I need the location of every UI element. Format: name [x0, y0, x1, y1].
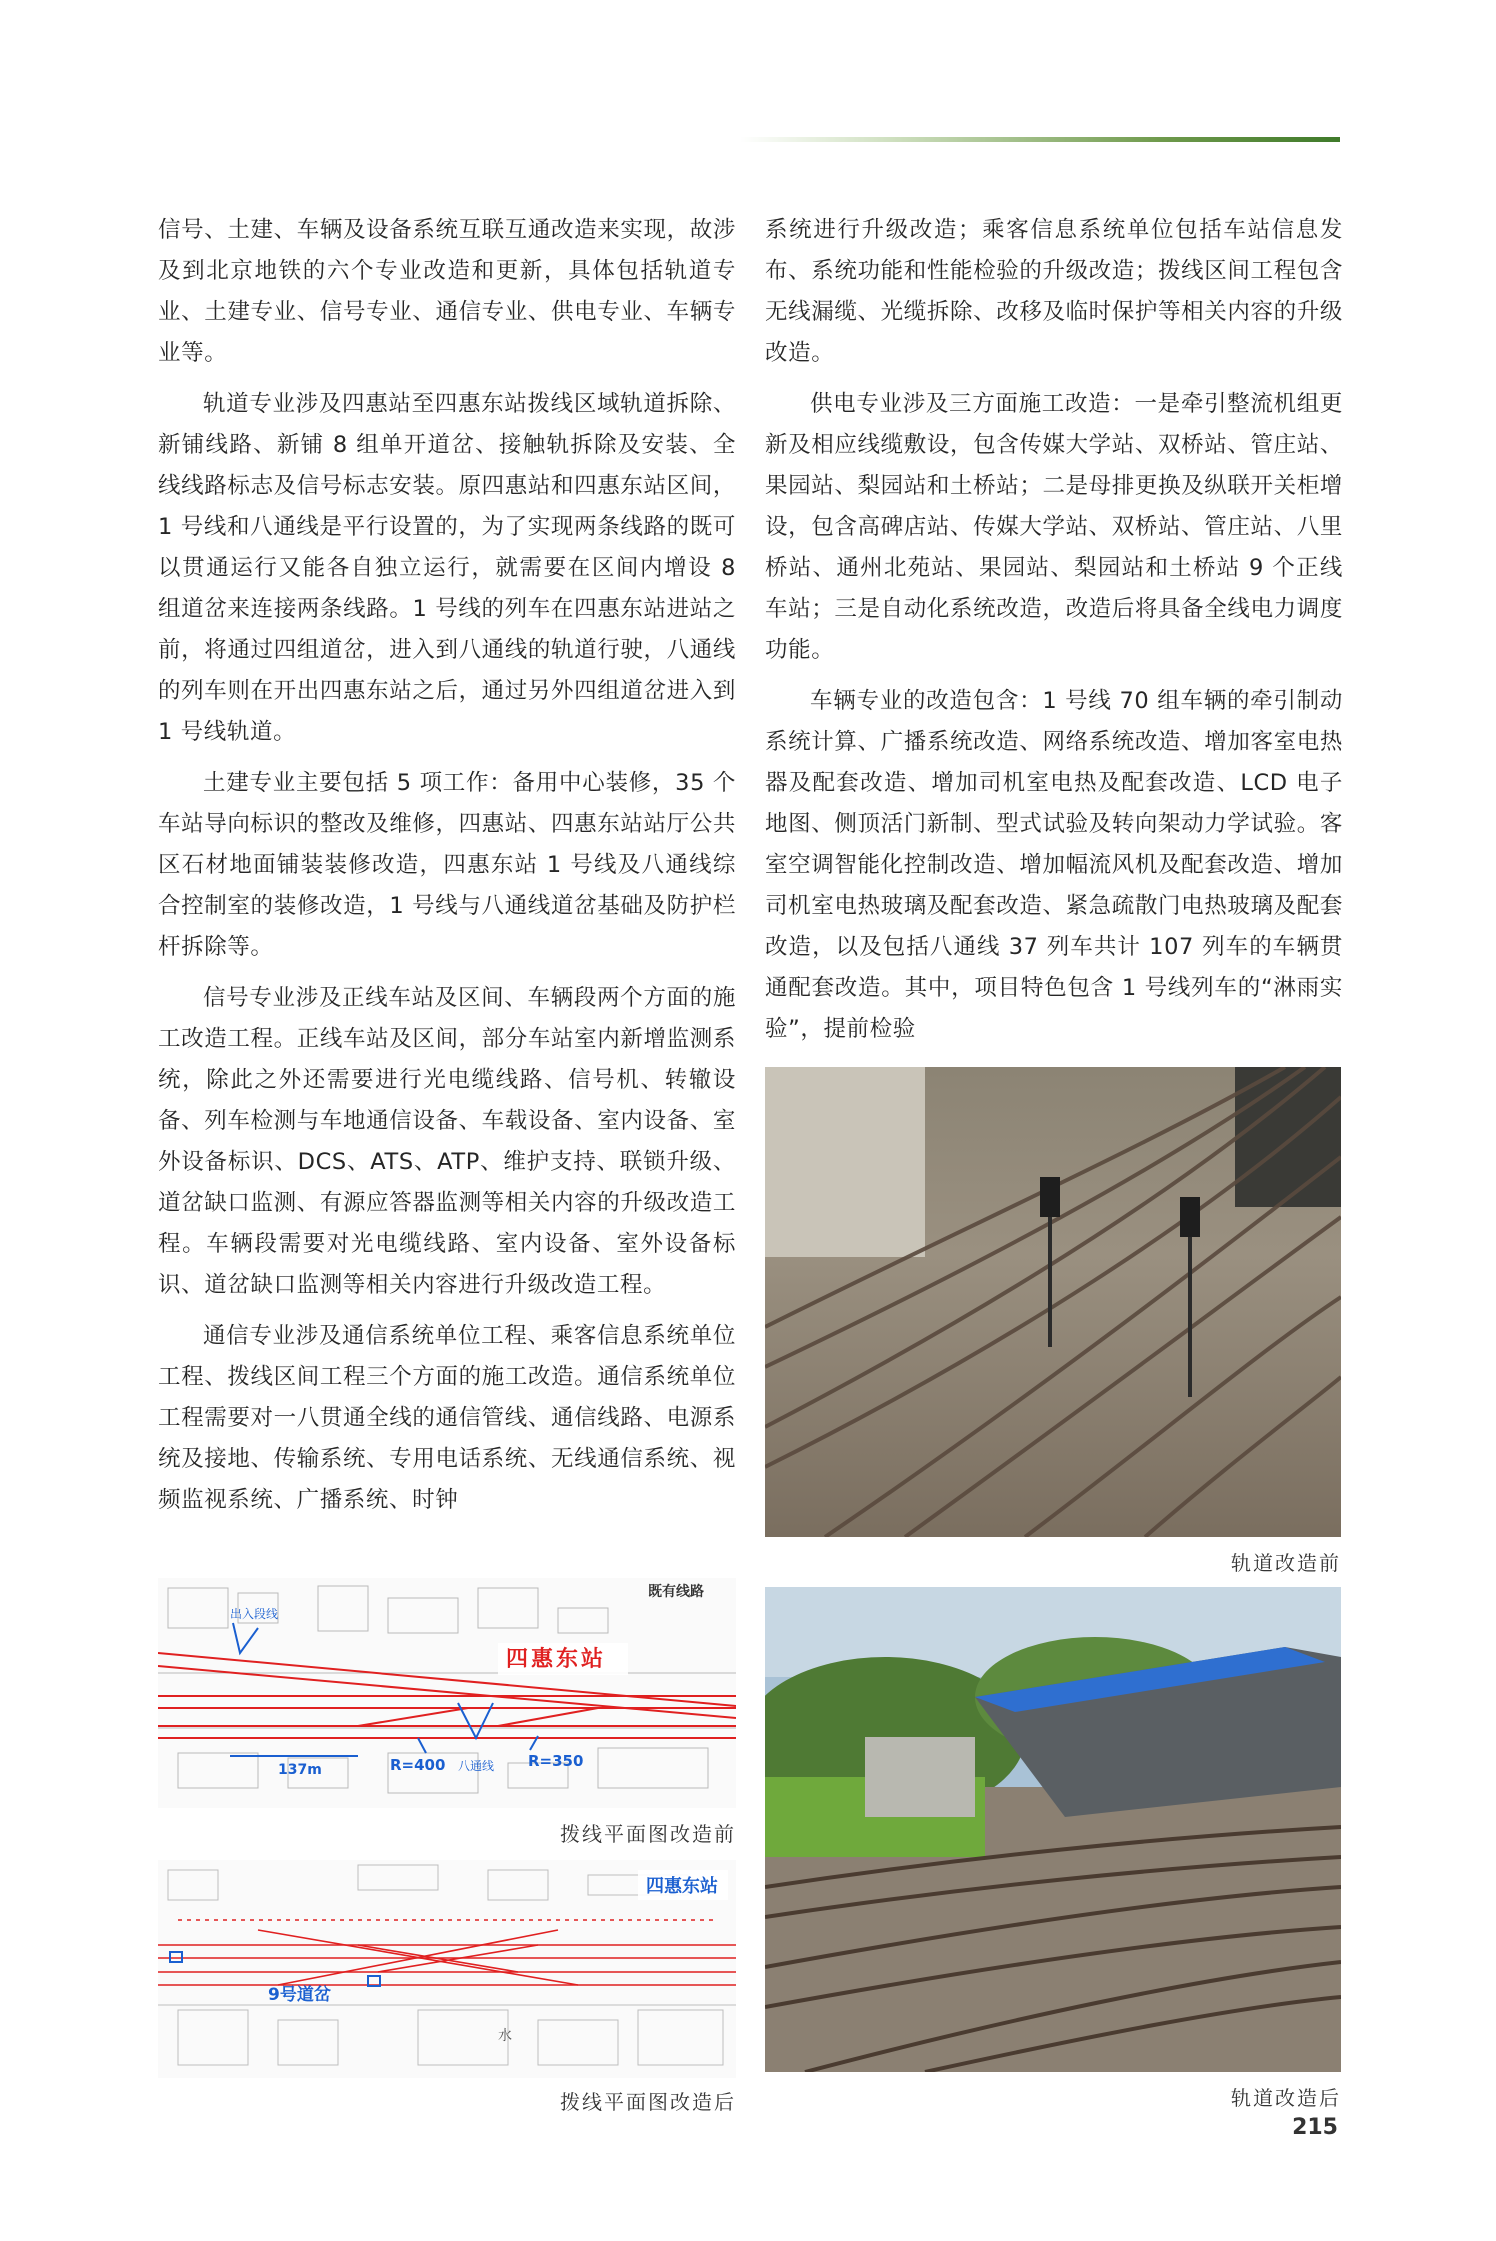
station-label: 四惠东站 — [646, 1876, 718, 1897]
left-column — [158, 210, 736, 1521]
track-plan-after-diagram — [158, 1860, 736, 2078]
page-number: 215 — [1292, 2115, 1338, 2140]
depot-line-label: 出入段线 — [230, 1607, 279, 1621]
paragraph: 信号、土建、车辆及设备系统互联互通改造来实现，故涉及到北京地铁的六个专业改造和更新，具体包括轨道专业、土建专业、信号专业、通信专业、供电专业、车辆专业等。 — [158, 217, 736, 366]
radius-400-label: R=400 — [390, 1756, 446, 1774]
paragraph: 土建专业主要包括 5 项工作：备用中心装修，35 个车站导向标识的整改及维修，四惠站、四惠东站站厅公共区石材地面铺装装修改造，四惠东站 1 号线及八通线综合控制室的装修改造，1 号线与八通线道岔基础及防护栏杆拆除等。 — [158, 770, 736, 960]
length-label: 137m — [278, 1762, 322, 1778]
header-rule — [740, 137, 1340, 142]
switch-label: 9号道岔 — [268, 1985, 331, 2005]
photo-after-caption: 轨道改造后 — [1231, 2086, 1341, 2110]
diagram-before-caption: 拨线平面图改造前 — [560, 1822, 736, 1846]
paragraph: 车辆专业的改造包含：1 号线 70 组车辆的牵引制动系统计算、广播系统改造、网络系统改造、增加客室电热器及配套改造、增加司机室电热及配套改造、LCD 电子地图、侧顶活门新制、型式试验及转向架动力学试验。客室空调智能化控制改造、增加幅流风机及配套改造、增加司机室电热玻璃及配套改造、紧急疏散门电热玻璃及配套改造，以及包括八通线 37 列车共计 107 列车的车辆贯通配套改造。其中，项目特色包含 1 号线列车的“淋雨实验”，提前检验 — [765, 688, 1343, 1042]
diagram-after-caption: 拨线平面图改造后 — [560, 2090, 736, 2114]
paragraph: 系统进行升级改造；乘客信息系统单位包括车站信息发布、系统功能和性能检验的升级改造；拨线区间工程包含无线漏缆、光缆拆除、改移及临时保护等相关内容的升级改造。 — [765, 217, 1343, 366]
right-column — [765, 210, 1343, 1050]
track-photo-after — [765, 1587, 1341, 2072]
paragraph: 信号专业涉及正线车站及区间、车辆段两个方面的施工改造工程。正线车站及区间，部分车站室内新增监测系统，除此之外还需要进行光电缆线路、信号机、转辙设备、列车检测与车地通信设备、车载设备、室内设备、室外设备标识、DCS、ATS、ATP、维护支持、联锁升级、道岔缺口监测、有源应答器监测等相关内容的升级改造工程。车辆段需要对光电缆线路、室内设备、室外设备标识、道岔缺口监测等相关内容进行升级改造工程。 — [158, 985, 736, 1298]
paragraph: 通信专业涉及通信系统单位工程、乘客信息系统单位工程、拨线区间工程三个方面的施工改造。通信系统单位工程需要对一八贯通全线的通信管线、通信线路、电源系统及接地、传输系统、专用电话系统、无线通信系统、视频监视系统、广播系统、时钟 — [158, 1323, 736, 1513]
radius-350-label: R=350 — [528, 1752, 584, 1770]
existing-line-label: 既有线路 — [648, 1584, 704, 1600]
paragraph: 供电专业涉及三方面施工改造：一是牵引整流机组更新及相应线缆敷设，包含传媒大学站、双桥站、管庄站、果园站、梨园站和土桥站；二是母排更换及纵联开关柜增设，包含高碑店站、传媒大学站、双桥站、管庄站、八里桥站、通州北苑站、果园站、梨园站和土桥站 9 个正线车站；三是自动化系统改造，改造后将具备全线电力调度功能。 — [765, 391, 1343, 663]
paragraph: 轨道专业涉及四惠站至四惠东站拨线区域轨道拆除、新铺线路、新铺 8 组单开道岔、接触轨拆除及安装、全线线路标志及信号标志安装。原四惠站和四惠东站区间，1 号线和八通线是平行设置的，为了实现两条线路的既可以贯通运行又能各自独立运行，就需要在区间内增设 8 组道岔来连接两条线路。1 号线的列车在四惠东站进站之前，将通过四组道岔，进入到八通线的轨道行驶，八通线的列车则在开出四惠东站之后，通过另外四组道岔进入到 1 号线轨道。 — [158, 391, 736, 745]
water-label: 水 — [498, 2028, 512, 2044]
station-label: 四惠东站 — [506, 1647, 607, 1672]
batong-line-label: 八通线 — [458, 1759, 495, 1773]
track-photo-before — [765, 1067, 1341, 1537]
track-plan-before-diagram — [158, 1578, 736, 1808]
photo-before-caption: 轨道改造前 — [1231, 1551, 1341, 1575]
